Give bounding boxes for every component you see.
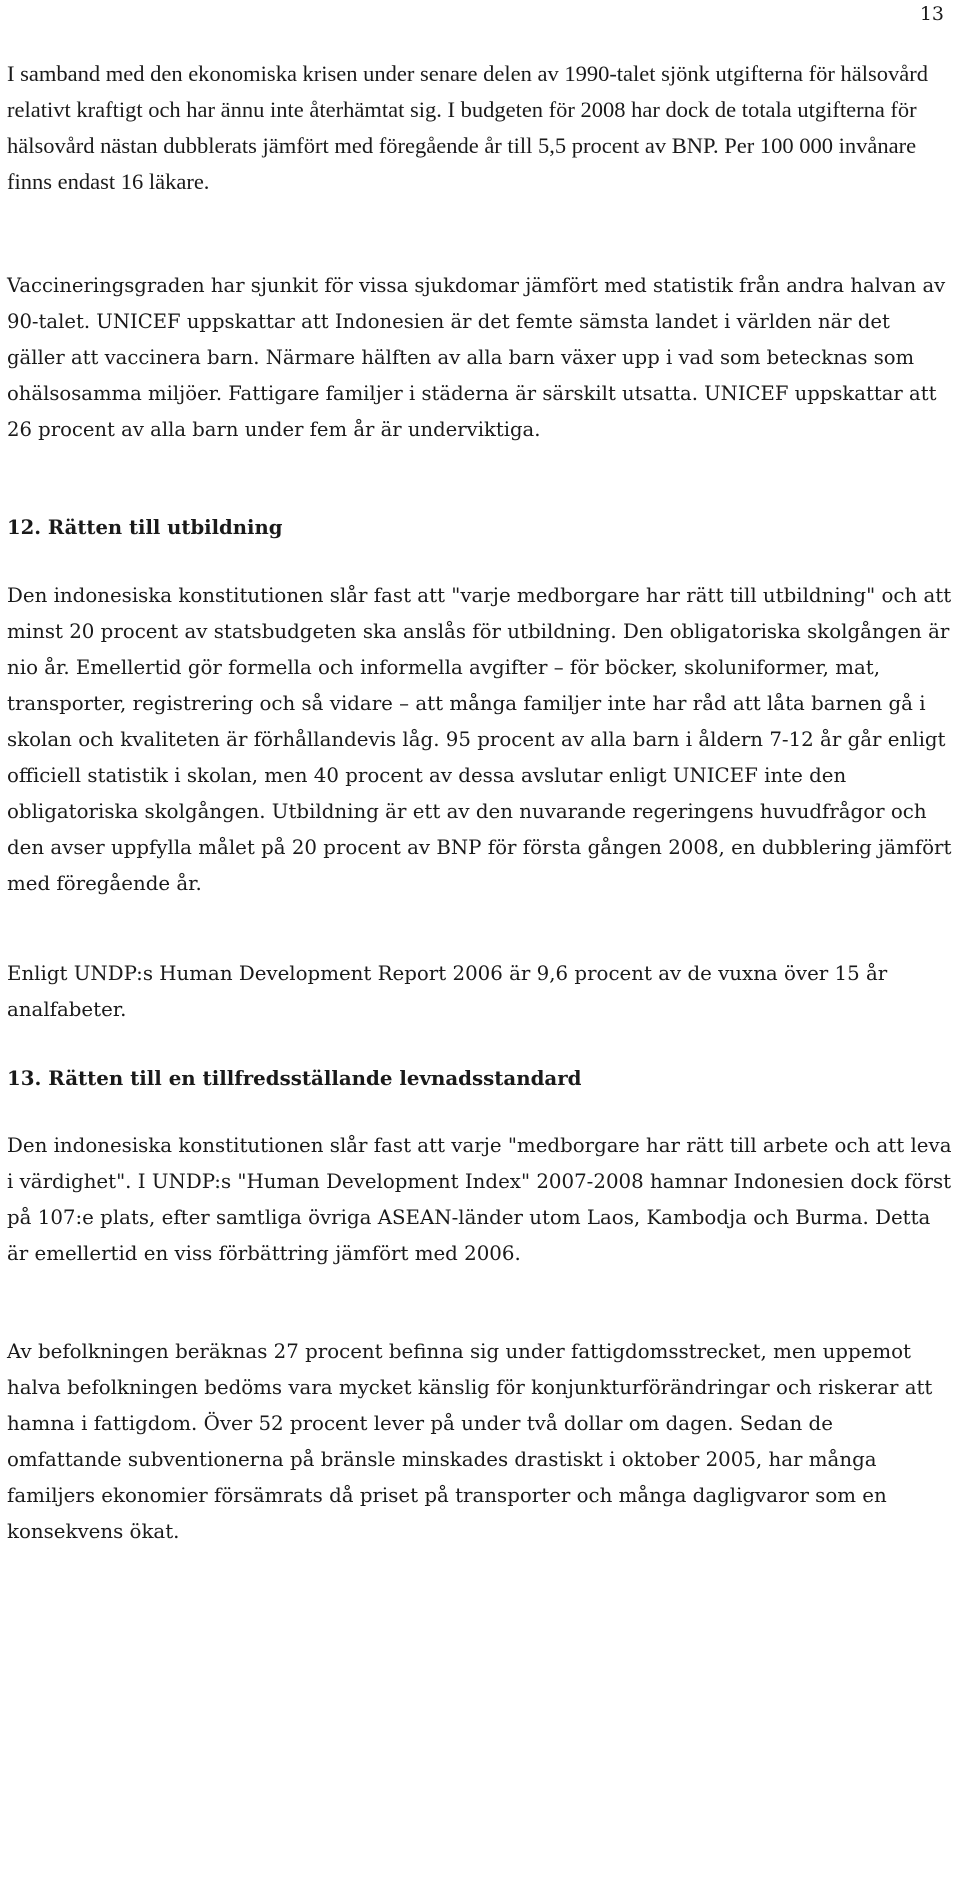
paragraph-health-spending: I samband med den ekonomiska krisen under senare delen av 1990-talet sjönk utgifterna för hälsovård relativt kraftigt och har ännu inte återhämtat sig. I budgeten för 2008 har dock de totala utgifterna för hälsovård nästan dubblerats jämfört med föregående år till 5,5 procent av BNP. Per 100 000 invånare finns endast 16 läkare. <box>7 61 928 194</box>
paragraph-vaccination: Vaccineringsgraden har sjunkit för vissa sjukdomar jämfört med statistik från andra halvan av 90-talet. UNICEF uppskattar att Indonesien är det femte sämsta landet i världen när det gäller att vaccinera barn. Närmare hälften av alla barn växer upp i vad som betecknas som ohälsosamma miljöer. Fattigare familjer i städerna är särskilt utsatta. UNICEF uppskattar att 26 procent av alla barn under fem år är underviktiga. <box>7 274 946 441</box>
paragraph-literacy: Enligt UNDP:s Human Development Report 2006 är 9,6 procent av de vuxna över 15 år analfabeter. <box>7 962 888 1021</box>
paragraph-living-standard: Den indonesiska konstitutionen slår fast att varje "medborgare har rätt till arbete och att leva i värdighet". I UNDP:s "Human Development Index" 2007-2008 hamnar Indonesien dock först på 107:e plats, efter samtliga övriga ASEAN-länder utom Laos, Kambodja och Burma. Detta är emellertid en viss förbättring jämfört med 2006. <box>7 1134 952 1265</box>
paragraph-education: Den indonesiska konstitutionen slår fast att "varje medborgare har rätt till utbildning" och att minst 20 procent av statsbudgeten ska anslås för utbildning. Den obligatoriska skolgången är nio år. Emellertid gör formella och informella avgifter – för böcker, skoluniformer, mat, transporter, registrering och så vidare – att många familjer inte har råd att låta barnen gå i skolan och kvaliteten är förhållandevis låg. 95 procent av alla barn i åldern 7-12 år går enligt officiell statistik i skolan, men 40 procent av dessa avslutar enligt UNICEF inte den obligatoriska skolgången. Utbildning är ett av den nuvarande regeringens huvudfrågor och den avser uppfylla målet på 20 procent av BNP för första gången 2008, en dubblering jämfört med föregående år. <box>7 584 952 895</box>
section-heading-12: 12. Rätten till utbildning <box>7 516 283 539</box>
paragraph-poverty: Av befolkningen beräknas 27 procent befinna sig under fattigdomsstrecket, men uppemot halva befolkningen bedöms vara mycket känslig för konjunkturförändringar och riskerar att hamna i fattigdom. Över 52 procent lever på under två dollar om dagen. Sedan de omfattande subventionerna på bränsle minskades drastiskt i oktober 2005, har många familjers ekonomier försämrats då priset på transporter och många dagligvaror som en konsekvens ökat. <box>7 1340 933 1543</box>
section-heading-13: 13. Rätten till en tillfredsställande levnadsstandard <box>7 1066 582 1090</box>
page-number: 13 <box>919 3 944 25</box>
